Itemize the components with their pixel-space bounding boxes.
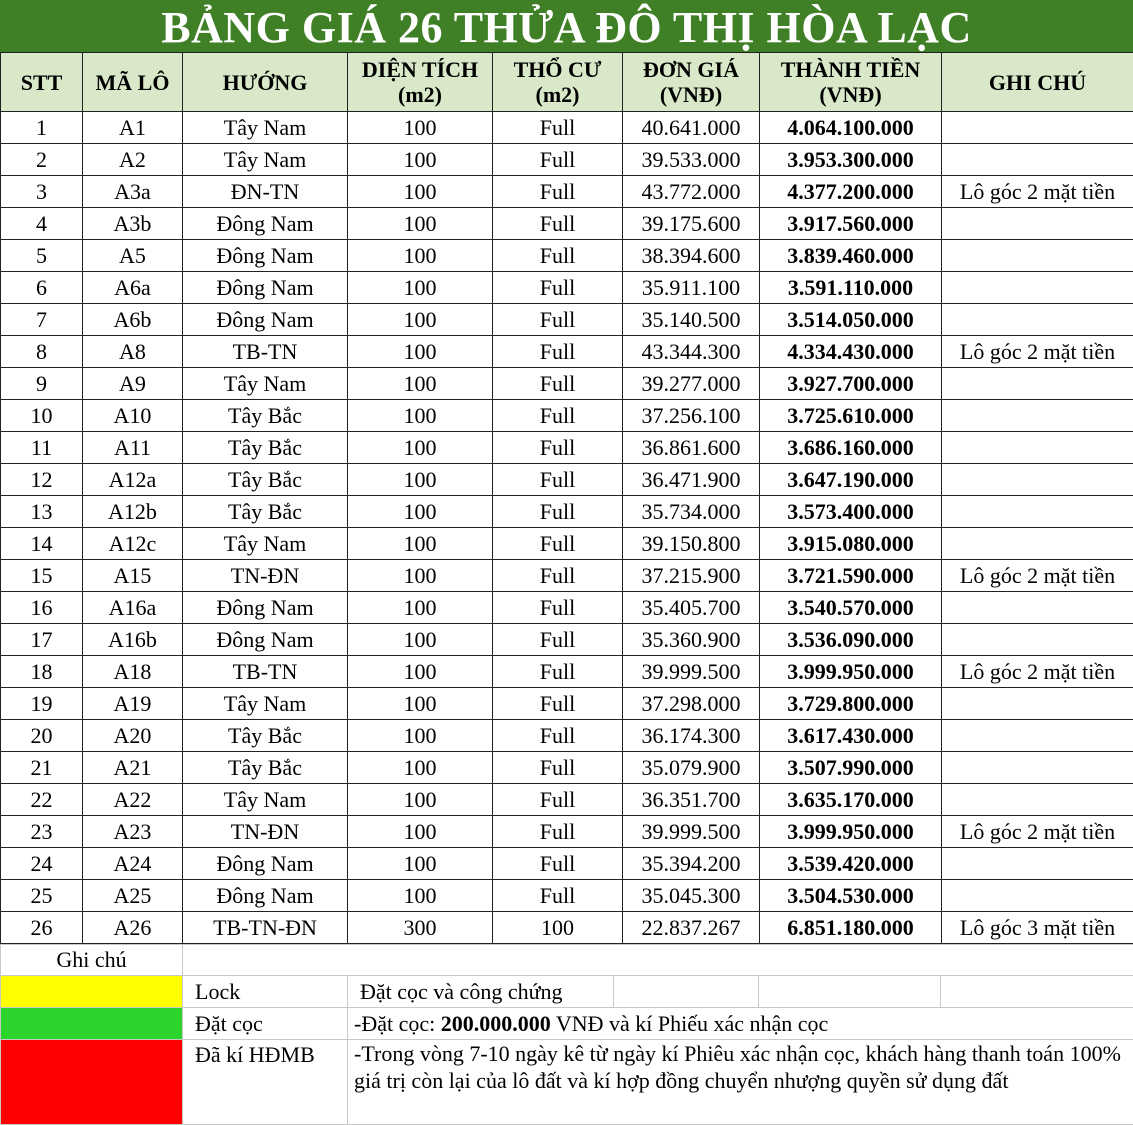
cell-ghi-chu	[942, 368, 1133, 400]
cell-dien-tich: 100	[348, 624, 493, 656]
cell-huong: Đông Nam	[183, 880, 348, 912]
cell-ghi-chu: Lô góc 2 mặt tiền	[942, 176, 1133, 208]
table-row	[1, 176, 1133, 208]
cell-huong: TN-ĐN	[183, 816, 348, 848]
table-row	[1, 848, 1133, 880]
cell-ma-lo: A8	[83, 336, 183, 368]
cell-huong: Đông Nam	[183, 304, 348, 336]
cell-ma-lo: A12c	[83, 528, 183, 560]
cell-ghi-chu	[942, 848, 1133, 880]
cell-dien-tich: 100	[348, 400, 493, 432]
cell-thanh-tien: 4.064.100.000	[760, 112, 942, 144]
cell-tho-cu: Full	[493, 720, 623, 752]
cell-ma-lo: A16b	[83, 624, 183, 656]
legend-desc-coc-amount: 200.000.000	[440, 1010, 551, 1036]
cell-dien-tich: 300	[348, 912, 493, 944]
cell-ghi-chu	[942, 240, 1133, 272]
cell-dien-tich: 100	[348, 336, 493, 368]
cell-dien-tich: 100	[348, 208, 493, 240]
cell-ma-lo: A12b	[83, 496, 183, 528]
cell-ghi-chu: Lô góc 3 mặt tiền	[942, 912, 1133, 944]
cell-thanh-tien: 3.647.190.000	[760, 464, 942, 496]
cell-don-gia: 35.734.000	[623, 496, 760, 528]
cell-ma-lo: A18	[83, 656, 183, 688]
cell-dien-tich: 100	[348, 752, 493, 784]
cell-dien-tich: 100	[348, 112, 493, 144]
cell-huong: Tây Bắc	[183, 464, 348, 496]
table-row	[1, 368, 1133, 400]
legend-desc-coc	[348, 1008, 1133, 1040]
cell-don-gia: 36.351.700	[623, 784, 760, 816]
cell-tho-cu: Full	[493, 240, 623, 272]
cell-huong: TN-ĐN	[183, 560, 348, 592]
cell-don-gia: 43.344.300	[623, 336, 760, 368]
table-row	[1, 432, 1133, 464]
cell-ma-lo: A12a	[83, 464, 183, 496]
cell-tho-cu: Full	[493, 496, 623, 528]
table-row	[1, 592, 1133, 624]
cell-ghi-chu	[942, 496, 1133, 528]
cell-ma-lo: A22	[83, 784, 183, 816]
cell-thanh-tien: 3.539.420.000	[760, 848, 942, 880]
table-row	[1, 688, 1133, 720]
cell-stt: 18	[1, 656, 83, 688]
cell-dien-tich: 100	[348, 816, 493, 848]
cell-don-gia: 35.394.200	[623, 848, 760, 880]
cell-stt: 16	[1, 592, 83, 624]
cell-ma-lo: A20	[83, 720, 183, 752]
legend-title: Ghi chú	[1, 945, 183, 976]
cell-thanh-tien: 3.999.950.000	[760, 816, 942, 848]
cell-thanh-tien: 3.725.610.000	[760, 400, 942, 432]
legend-label-lock: Lock	[183, 976, 348, 1008]
cell-don-gia: 37.215.900	[623, 560, 760, 592]
cell-stt: 21	[1, 752, 83, 784]
table-row	[1, 496, 1133, 528]
cell-thanh-tien: 3.927.700.000	[760, 368, 942, 400]
cell-ghi-chu	[942, 208, 1133, 240]
cell-don-gia: 43.772.000	[623, 176, 760, 208]
cell-don-gia: 36.471.900	[623, 464, 760, 496]
cell-tho-cu: Full	[493, 176, 623, 208]
legend-empty-cell	[941, 976, 1133, 1008]
table-row	[1, 464, 1133, 496]
legend-label-coc: Đặt cọc	[183, 1008, 348, 1040]
cell-thanh-tien: 3.507.990.000	[760, 752, 942, 784]
cell-stt: 11	[1, 432, 83, 464]
cell-dien-tich: 100	[348, 496, 493, 528]
cell-stt: 26	[1, 912, 83, 944]
cell-tho-cu: Full	[493, 528, 623, 560]
cell-tho-cu: Full	[493, 400, 623, 432]
legend-desc-lock: Đặt cọc và công chứng	[348, 976, 614, 1008]
cell-stt: 6	[1, 272, 83, 304]
cell-stt: 5	[1, 240, 83, 272]
cell-ghi-chu	[942, 432, 1133, 464]
cell-ma-lo: A21	[83, 752, 183, 784]
cell-ghi-chu: Lô góc 2 mặt tiền	[942, 336, 1133, 368]
cell-don-gia: 38.394.600	[623, 240, 760, 272]
table-header-row	[1, 53, 1133, 112]
cell-ma-lo: A2	[83, 144, 183, 176]
cell-dien-tich: 100	[348, 240, 493, 272]
cell-huong: Tây Bắc	[183, 496, 348, 528]
cell-ma-lo: A10	[83, 400, 183, 432]
cell-don-gia: 35.079.900	[623, 752, 760, 784]
legend-table	[0, 944, 1133, 1125]
cell-don-gia: 36.174.300	[623, 720, 760, 752]
cell-ghi-chu	[942, 272, 1133, 304]
table-row	[1, 784, 1133, 816]
cell-ma-lo: A16a	[83, 592, 183, 624]
cell-tho-cu: Full	[493, 112, 623, 144]
cell-don-gia: 40.641.000	[623, 112, 760, 144]
cell-don-gia: 39.150.800	[623, 528, 760, 560]
cell-dien-tich: 100	[348, 784, 493, 816]
cell-stt: 4	[1, 208, 83, 240]
cell-tho-cu: Full	[493, 848, 623, 880]
cell-ma-lo: A24	[83, 848, 183, 880]
cell-tho-cu: Full	[493, 688, 623, 720]
cell-ma-lo: A15	[83, 560, 183, 592]
legend-empty-cell	[759, 976, 941, 1008]
table-row	[1, 240, 1133, 272]
cell-ghi-chu	[942, 304, 1133, 336]
cell-thanh-tien: 4.334.430.000	[760, 336, 942, 368]
header-stt: STT	[1, 53, 83, 112]
cell-ma-lo: A23	[83, 816, 183, 848]
header-ghi-chu: GHI CHÚ	[942, 53, 1133, 112]
cell-tho-cu: Full	[493, 368, 623, 400]
cell-don-gia: 39.175.600	[623, 208, 760, 240]
cell-dien-tich: 100	[348, 432, 493, 464]
cell-tho-cu: Full	[493, 304, 623, 336]
cell-thanh-tien: 3.999.950.000	[760, 656, 942, 688]
cell-thanh-tien: 3.514.050.000	[760, 304, 942, 336]
cell-thanh-tien: 3.504.530.000	[760, 880, 942, 912]
cell-stt: 25	[1, 880, 83, 912]
cell-tho-cu: Full	[493, 816, 623, 848]
cell-tho-cu: Full	[493, 336, 623, 368]
cell-huong: TB-TN	[183, 656, 348, 688]
cell-huong: Đông Nam	[183, 208, 348, 240]
cell-ghi-chu	[942, 624, 1133, 656]
cell-thanh-tien: 3.729.800.000	[760, 688, 942, 720]
header-tho-cu: THỔ CƯ (m2)	[493, 53, 623, 112]
cell-stt: 22	[1, 784, 83, 816]
table-row	[1, 912, 1133, 944]
table-row	[1, 304, 1133, 336]
cell-tho-cu: Full	[493, 208, 623, 240]
cell-dien-tich: 100	[348, 720, 493, 752]
table-row	[1, 112, 1133, 144]
cell-thanh-tien: 3.591.110.000	[760, 272, 942, 304]
cell-stt: 8	[1, 336, 83, 368]
cell-tho-cu: Full	[493, 144, 623, 176]
cell-thanh-tien: 3.915.080.000	[760, 528, 942, 560]
cell-ghi-chu: Lô góc 2 mặt tiền	[942, 816, 1133, 848]
cell-don-gia: 36.861.600	[623, 432, 760, 464]
cell-huong: TB-TN	[183, 336, 348, 368]
legend-desc-coc-prefix: -Đặt cọc:	[354, 1010, 441, 1036]
cell-dien-tich: 100	[348, 592, 493, 624]
cell-dien-tich: 100	[348, 560, 493, 592]
cell-don-gia: 39.999.500	[623, 656, 760, 688]
header-dien-tich: DIỆN TÍCH (m2)	[348, 53, 493, 112]
cell-stt: 7	[1, 304, 83, 336]
cell-huong: Đông Nam	[183, 624, 348, 656]
cell-stt: 12	[1, 464, 83, 496]
cell-dien-tich: 100	[348, 464, 493, 496]
legend-spacer	[183, 945, 1133, 976]
cell-thanh-tien: 4.377.200.000	[760, 176, 942, 208]
cell-stt: 3	[1, 176, 83, 208]
page-title: BẢNG GIÁ 26 THỬA ĐÔ THỊ HÒA LẠC	[0, 0, 1133, 52]
cell-ma-lo: A1	[83, 112, 183, 144]
table-row	[1, 624, 1133, 656]
cell-tho-cu: Full	[493, 432, 623, 464]
cell-don-gia: 35.045.300	[623, 880, 760, 912]
cell-tho-cu: Full	[493, 464, 623, 496]
cell-ghi-chu	[942, 784, 1133, 816]
legend-swatch-coc	[1, 1008, 183, 1040]
header-huong: HƯỚNG	[183, 53, 348, 112]
cell-huong: Tây Nam	[183, 688, 348, 720]
cell-huong: TB-TN-ĐN	[183, 912, 348, 944]
header-thanh-tien: THÀNH TIỀN (VNĐ)	[760, 53, 942, 112]
legend-empty-cell	[614, 976, 759, 1008]
cell-ma-lo: A19	[83, 688, 183, 720]
cell-dien-tich: 100	[348, 848, 493, 880]
cell-stt: 2	[1, 144, 83, 176]
cell-tho-cu: Full	[493, 560, 623, 592]
cell-ghi-chu	[942, 400, 1133, 432]
cell-huong: Đông Nam	[183, 592, 348, 624]
price-table	[0, 52, 1133, 944]
cell-ghi-chu	[942, 688, 1133, 720]
cell-stt: 15	[1, 560, 83, 592]
cell-ghi-chu	[942, 112, 1133, 144]
cell-huong: Tây Nam	[183, 144, 348, 176]
cell-tho-cu: Full	[493, 272, 623, 304]
table-row	[1, 144, 1133, 176]
cell-thanh-tien: 3.917.560.000	[760, 208, 942, 240]
cell-ma-lo: A25	[83, 880, 183, 912]
cell-stt: 9	[1, 368, 83, 400]
cell-huong: Tây Bắc	[183, 752, 348, 784]
cell-dien-tich: 100	[348, 880, 493, 912]
cell-huong: Tây Bắc	[183, 432, 348, 464]
table-row	[1, 336, 1133, 368]
cell-stt: 24	[1, 848, 83, 880]
cell-ma-lo: A3a	[83, 176, 183, 208]
table-row	[1, 272, 1133, 304]
cell-don-gia: 35.405.700	[623, 592, 760, 624]
cell-thanh-tien: 3.573.400.000	[760, 496, 942, 528]
cell-huong: Tây Nam	[183, 784, 348, 816]
cell-stt: 19	[1, 688, 83, 720]
cell-don-gia: 35.140.500	[623, 304, 760, 336]
cell-dien-tich: 100	[348, 368, 493, 400]
cell-ghi-chu	[942, 592, 1133, 624]
cell-ma-lo: A5	[83, 240, 183, 272]
cell-thanh-tien: 3.686.160.000	[760, 432, 942, 464]
header-ma-lo: MÃ LÔ	[83, 53, 183, 112]
table-row	[1, 816, 1133, 848]
cell-stt: 13	[1, 496, 83, 528]
legend-swatch-hdmb	[1, 1040, 183, 1125]
cell-stt: 10	[1, 400, 83, 432]
cell-ma-lo: A26	[83, 912, 183, 944]
cell-don-gia: 37.298.000	[623, 688, 760, 720]
legend-swatch-lock	[1, 976, 183, 1008]
table-row	[1, 208, 1133, 240]
cell-dien-tich: 100	[348, 528, 493, 560]
cell-stt: 17	[1, 624, 83, 656]
cell-don-gia: 39.533.000	[623, 144, 760, 176]
cell-ma-lo: A6b	[83, 304, 183, 336]
cell-thanh-tien: 3.540.570.000	[760, 592, 942, 624]
cell-thanh-tien: 3.536.090.000	[760, 624, 942, 656]
table-row	[1, 880, 1133, 912]
table-row	[1, 560, 1133, 592]
cell-ghi-chu	[942, 752, 1133, 784]
cell-huong: Đông Nam	[183, 240, 348, 272]
cell-ghi-chu	[942, 528, 1133, 560]
cell-huong: Tây Bắc	[183, 720, 348, 752]
cell-huong: Tây Bắc	[183, 400, 348, 432]
cell-tho-cu: Full	[493, 656, 623, 688]
cell-thanh-tien: 3.617.430.000	[760, 720, 942, 752]
cell-don-gia: 35.911.100	[623, 272, 760, 304]
cell-thanh-tien: 3.953.300.000	[760, 144, 942, 176]
cell-ma-lo: A3b	[83, 208, 183, 240]
cell-huong: Đông Nam	[183, 848, 348, 880]
table-row	[1, 400, 1133, 432]
cell-stt: 23	[1, 816, 83, 848]
cell-ma-lo: A6a	[83, 272, 183, 304]
cell-stt: 20	[1, 720, 83, 752]
cell-huong: ĐN-TN	[183, 176, 348, 208]
cell-tho-cu: Full	[493, 592, 623, 624]
table-row	[1, 720, 1133, 752]
cell-huong: Tây Nam	[183, 528, 348, 560]
cell-don-gia: 37.256.100	[623, 400, 760, 432]
cell-dien-tich: 100	[348, 144, 493, 176]
header-don-gia: ĐƠN GIÁ (VNĐ)	[623, 53, 760, 112]
cell-ghi-chu: Lô góc 2 mặt tiền	[942, 560, 1133, 592]
cell-thanh-tien: 6.851.180.000	[760, 912, 942, 944]
table-row	[1, 752, 1133, 784]
cell-stt: 1	[1, 112, 83, 144]
cell-dien-tich: 100	[348, 176, 493, 208]
cell-tho-cu: Full	[493, 784, 623, 816]
legend-desc-hdmb: -Trong vòng 7-10 ngày kê từ ngày kí Phiêu xác nhận cọc, khách hàng thanh toán 100% giá trị còn lại của lô đất và kí hợp đồng chuyển nhượng quyền sử dụng đất	[348, 1040, 1133, 1125]
cell-ma-lo: A9	[83, 368, 183, 400]
cell-dien-tich: 100	[348, 304, 493, 336]
cell-stt: 14	[1, 528, 83, 560]
table-row	[1, 528, 1133, 560]
cell-huong: Đông Nam	[183, 272, 348, 304]
cell-don-gia: 22.837.267	[623, 912, 760, 944]
cell-ma-lo: A11	[83, 432, 183, 464]
cell-huong: Tây Nam	[183, 112, 348, 144]
legend-desc-coc-suffix: VNĐ và kí Phiếu xác nhận cọc	[550, 1010, 829, 1036]
cell-ghi-chu	[942, 144, 1133, 176]
legend-label-hdmb: Đã kí HĐMB	[183, 1040, 348, 1125]
cell-don-gia: 39.277.000	[623, 368, 760, 400]
cell-thanh-tien: 3.839.460.000	[760, 240, 942, 272]
cell-tho-cu: Full	[493, 880, 623, 912]
cell-dien-tich: 100	[348, 656, 493, 688]
cell-ghi-chu	[942, 720, 1133, 752]
table-row	[1, 656, 1133, 688]
cell-dien-tich: 100	[348, 688, 493, 720]
cell-tho-cu: Full	[493, 624, 623, 656]
cell-tho-cu: 100	[493, 912, 623, 944]
cell-huong: Tây Nam	[183, 368, 348, 400]
cell-thanh-tien: 3.721.590.000	[760, 560, 942, 592]
cell-tho-cu: Full	[493, 752, 623, 784]
cell-don-gia: 35.360.900	[623, 624, 760, 656]
cell-ghi-chu	[942, 464, 1133, 496]
cell-thanh-tien: 3.635.170.000	[760, 784, 942, 816]
cell-ghi-chu: Lô góc 2 mặt tiền	[942, 656, 1133, 688]
cell-don-gia: 39.999.500	[623, 816, 760, 848]
cell-ghi-chu	[942, 880, 1133, 912]
cell-dien-tich: 100	[348, 272, 493, 304]
